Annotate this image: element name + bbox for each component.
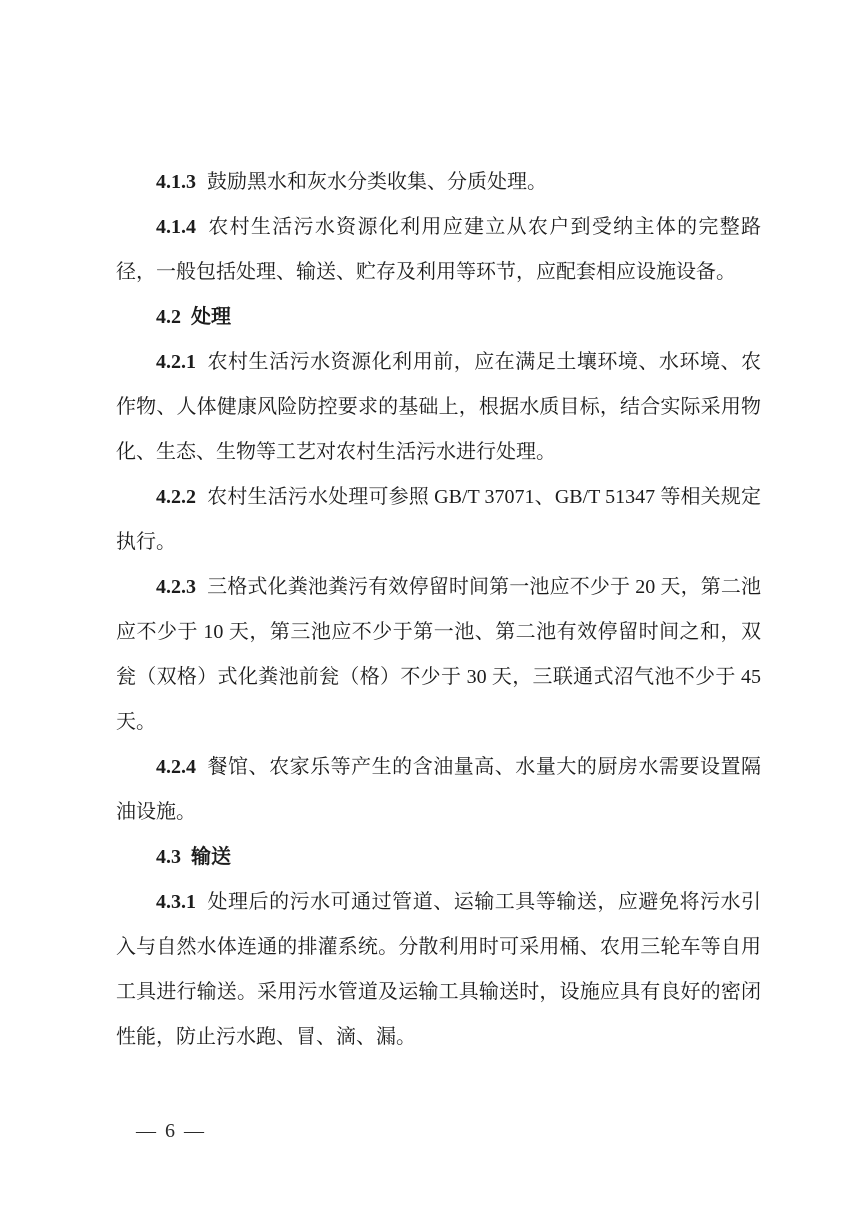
clause-number: 4.3 (156, 846, 181, 868)
clause-text: 处理 (191, 306, 231, 328)
clause-number: 4.2.4 (156, 756, 196, 778)
clause-paragraph (116, 205, 761, 295)
document-body (116, 160, 761, 1060)
clause-number: 4.2.2 (156, 486, 196, 508)
clause-number: 4.2.1 (156, 351, 196, 373)
clause-text: 餐馆、农家乐等产生的含油量高、水量大的厨房水需要设置隔油设施。 (116, 756, 761, 823)
clause-number: 4.2 (156, 306, 181, 328)
clause-paragraph (116, 880, 761, 1060)
clause-text: 农村生活污水资源化利用应建立从农户到受纳主体的完整路径，一般包括处理、输送、贮存及利用等环节，应配套相应设施设备。 (116, 216, 761, 283)
clause-number: 4.3.1 (156, 891, 196, 913)
clause-text: 农村生活污水资源化利用前，应在满足土壤环境、水环境、农作物、人体健康风险防控要求的基础上，根据水质目标，结合实际采用物化、生态、生物等工艺对农村生活污水进行处理。 (116, 351, 761, 463)
clause-number: 4.2.3 (156, 576, 196, 598)
page-number: — 6 — (136, 1120, 206, 1142)
clause-text: 农村生活污水处理可参照 GB/T 37071、GB/T 51347 等相关规定执行。 (116, 486, 761, 553)
clause-paragraph (116, 160, 761, 205)
clause-text: 鼓励黑水和灰水分类收集、分质处理。 (207, 171, 547, 193)
clause-text: 输送 (191, 846, 231, 868)
section-heading (116, 835, 761, 880)
clause-paragraph (116, 475, 761, 565)
clause-paragraph (116, 565, 761, 745)
clause-text: 处理后的污水可通过管道、运输工具等输送，应避免将污水引入与自然水体连通的排灌系统。分散利用时可采用桶、农用三轮车等自用工具进行输送。采用污水管道及运输工具输送时，设施应具有良好的密闭性能，防止污水跑、冒、滴、漏。 (116, 891, 761, 1048)
section-heading (116, 295, 761, 340)
clause-text: 三格式化粪池粪污有效停留时间第一池应不少于 20 天，第二池应不少于 10 天，第三池应不少于第一池、第二池有效停留时间之和，双瓮（双格）式化粪池前瓮（格）不少于 30 天，三联通式沼气池不少于 45 天。 (116, 576, 761, 733)
clause-paragraph (116, 745, 761, 835)
clause-number: 4.1.4 (156, 216, 196, 238)
clause-number: 4.1.3 (156, 171, 196, 193)
clause-paragraph (116, 340, 761, 475)
